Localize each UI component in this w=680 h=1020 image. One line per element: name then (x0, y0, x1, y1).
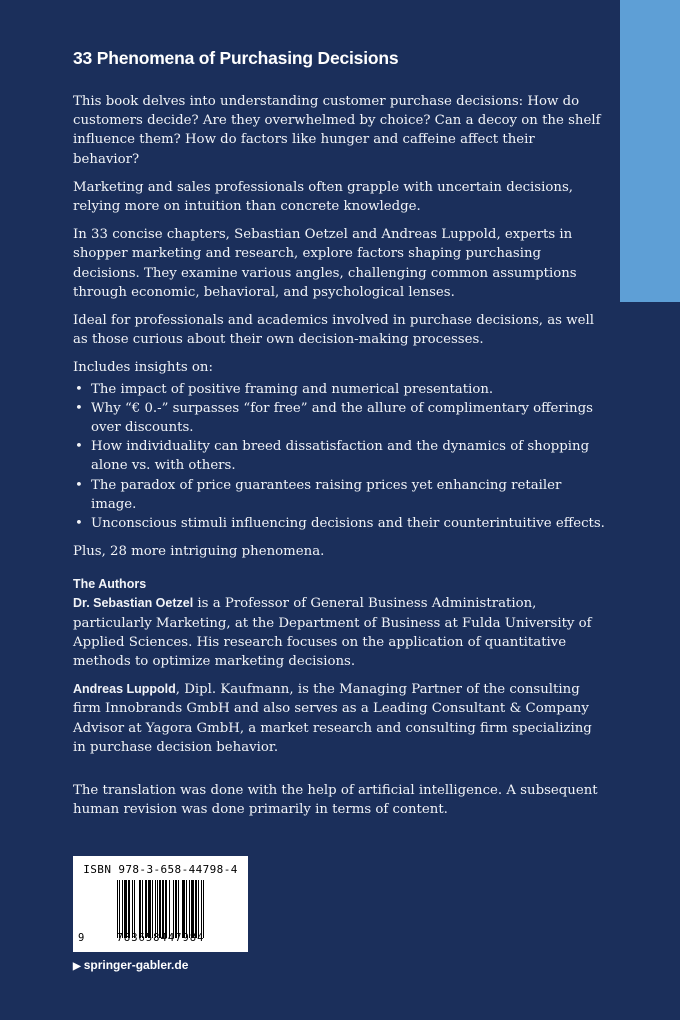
isbn-barcode (73, 856, 248, 952)
color-tab (620, 0, 680, 302)
list-item: • Unconscious stimuli influencing decisions and their counterintuitive effects. (73, 514, 605, 533)
author-name: Dr. Sebastian Oetzel (73, 596, 194, 611)
author-bio-text: , Dipl. Kaufmann, is the Managing Partner of the consulting firm Innobrands GmbH and also serves as a Leading Consultant & Company Advisor at Yagora GmbH, a market research and consulting firm specializing in purchase decision behavior. (73, 682, 592, 755)
author-name: Andreas Luppold (73, 682, 176, 697)
url-text: springer-gabler.de (83, 958, 189, 972)
author-bio (73, 680, 605, 757)
translation-note: The translation was done with the help of artificial intelligence. A subsequent human revision was done primarily in terms of content. (73, 783, 598, 818)
play-arrow-icon: ▶ (73, 961, 81, 972)
list-item: • Why “€ 0.-” surpasses “for free” and the allure of complimentary offerings over discounts. (73, 399, 605, 437)
insights-intro: Includes insights on: (73, 360, 213, 376)
list-item: • How individuality can breed dissatisfaction and the dynamics of shopping alone vs. with others. (73, 437, 605, 475)
isbn-text: ISBN 978-3-658-44798-4 (83, 863, 238, 876)
back-cover-text (73, 92, 605, 829)
paragraph: This book delves into understanding customer purchase decisions: How do customers decide? Are they overwhelmed by choice? Can a decoy on the shelf influence them? How do factors like hunger and caffeine affect their behavior? (73, 94, 601, 167)
publisher-url[interactable] (73, 958, 188, 972)
barcode-bars (81, 880, 240, 938)
authors-heading: The Authors (73, 577, 147, 592)
book-title: 33 Phenomena of Purchasing Decisions (73, 48, 399, 68)
barcode-bar (203, 880, 204, 938)
paragraph: Ideal for professionals and academics involved in purchase decisions, as well as those curious about their own decision-making processes. (73, 313, 594, 348)
barcode-digits (78, 932, 240, 944)
author-bio (73, 594, 605, 671)
list-item: • The paradox of price guarantees raising prices yet enhancing retailer image. (73, 476, 605, 514)
paragraph: Marketing and sales professionals often grapple with uncertain decisions, relying more on intuition than concrete knowledge. (73, 179, 573, 215)
barcode-lead-digit: 9 (78, 932, 86, 944)
insights-list (73, 380, 605, 534)
list-item: • The impact of positive framing and numerical presentation. (73, 380, 605, 399)
barcode-number: 783658447984 (116, 932, 205, 944)
author-bio-text: is a Professor of General Business Administration, particularly Marketing, at the Department of Business at Fulda University of Applied Sciences. His research focuses on the application of quantitative methods to optimize marketing decisions. (73, 596, 592, 670)
paragraph: In 33 concise chapters, Sebastian Oetzel and Andreas Luppold, experts in shopper marketing and research, explore factors shaping purchasing decisions. They examine various angles, challenging common assumptions through economic, behavioral, and psychological lenses. (73, 227, 577, 300)
closing-line: Plus, 28 more intriguing phenomena. (73, 544, 325, 560)
